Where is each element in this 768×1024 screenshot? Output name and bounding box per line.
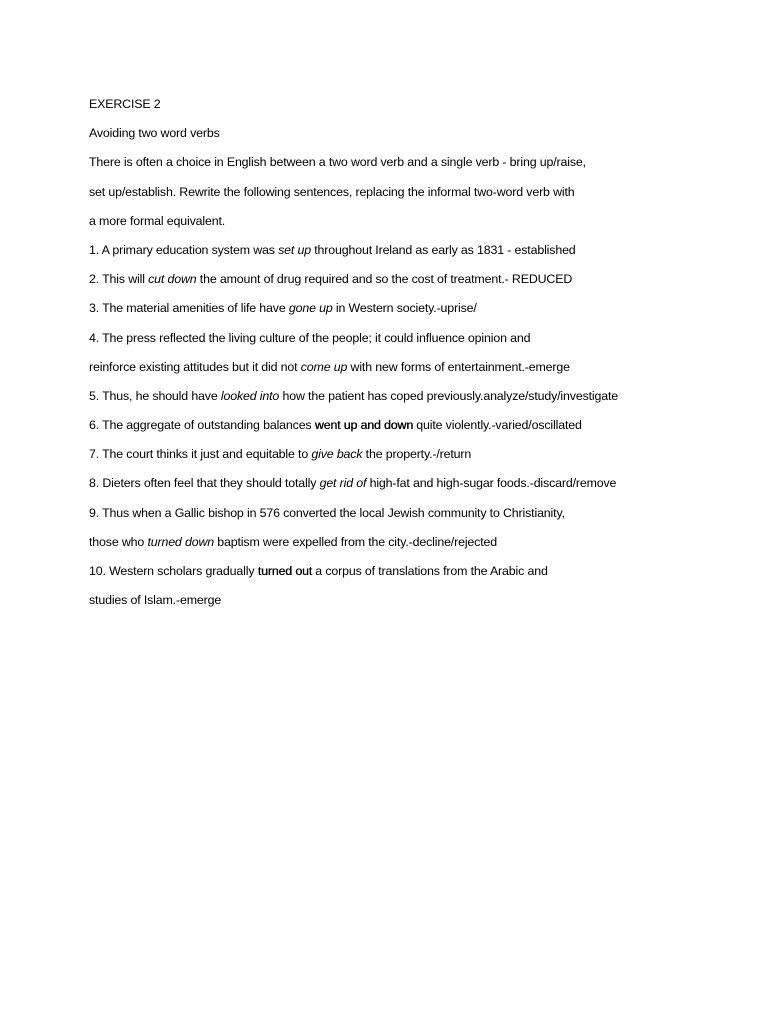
two-word-verb-italic: looked into (220, 388, 280, 403)
two-word-verb-italic: set up (278, 242, 311, 257)
sentence-text: the amount of drug required and so the cost of treatment.- REDUCED (196, 272, 573, 287)
exercise-item (89, 382, 729, 411)
two-word-verb-italic: cut down (148, 272, 197, 287)
exercise-item-line (89, 382, 729, 411)
sentence-text: 8. Dieters often feel that they should totally (89, 476, 320, 491)
sentence-text: 5. Thus, he should have (89, 388, 221, 403)
exercise-item-line (89, 528, 729, 557)
document-page (89, 90, 729, 615)
sentence-text: 10. Western scholars gradually (89, 564, 258, 578)
two-word-verb-italic: get rid of (319, 476, 367, 491)
sentence-text: 3. The material amenities of life have (89, 301, 289, 316)
two-word-verb-italic: gone up (288, 301, 333, 316)
exercise-item-line (89, 353, 729, 382)
exercise-item (89, 411, 729, 440)
sentence-text: in Western society.-uprise/ (332, 301, 477, 316)
instruction-line: a more formal equivalent. (89, 213, 226, 228)
sentence-text: throughout Ireland as early as 1831 - established (310, 242, 576, 257)
sentence-text: 2. This will (89, 272, 149, 287)
sentence-text: studies of Islam.-emerge (89, 593, 222, 608)
exercise-items (89, 236, 729, 615)
exercise-item (89, 469, 729, 498)
exercise-subheading: Avoiding two word verbs (89, 126, 220, 141)
exercise-item-line (89, 499, 729, 528)
sentence-text: a corpus of translations from the Arabic and (312, 564, 548, 578)
sentence-text: how the patient has coped previously.analyze/study/investigate (279, 388, 619, 403)
sentence-text: reinforce existing attitudes but it did not (89, 359, 301, 374)
exercise-item-line (89, 265, 729, 294)
exercise-item-line (89, 469, 729, 498)
two-word-verb-italic: give back (311, 447, 363, 462)
exercise-item-line (89, 411, 729, 440)
exercise-item (89, 557, 729, 615)
exercise-item (89, 324, 729, 382)
exercise-item-line (89, 294, 729, 323)
exercise-item-line (89, 440, 729, 469)
exercise-heading: EXERCISE 2 (89, 97, 161, 111)
exercise-item (89, 236, 729, 265)
two-word-verb-italic: come up (300, 359, 348, 374)
exercise-item (89, 499, 729, 557)
exercise-item-line (89, 324, 729, 353)
exercise-item (89, 294, 729, 323)
sentence-text: 7. The court thinks it just and equitable to (89, 447, 312, 462)
two-word-verb-bold: went up and down (314, 418, 413, 433)
sentence-text: 9. Thus when a Gallic bishop in 576 converted the local Jewish community to Christianity, (89, 505, 565, 520)
two-word-verb-bold: turned out (257, 564, 312, 578)
sentence-text: those who (89, 534, 148, 549)
exercise-item-line (89, 586, 729, 615)
exercise-item-line (89, 236, 729, 265)
sentence-text: 4. The press reflected the living culture of the people; it could influence opinion and (89, 330, 531, 345)
exercise-item-line (89, 557, 729, 586)
exercise-item (89, 265, 729, 294)
sentence-text: 6. The aggregate of outstanding balances (89, 418, 315, 433)
sentence-text: high-fat and high-sugar foods.-discard/remove (366, 476, 617, 491)
sentence-text: quite violently.-varied/oscillated (412, 418, 582, 433)
exercise-item (89, 440, 729, 469)
instruction-line: set up/establish. Rewrite the following sentences, replacing the informal two-word verb with (89, 184, 575, 199)
instruction-line: There is often a choice in English between a two word verb and a single verb - bring up/raise, (89, 155, 586, 170)
sentence-text: baptism were expelled from the city.-decline/rejected (214, 534, 497, 549)
sentence-text: the property.-/return (362, 447, 472, 462)
sentence-text: with new forms of entertainment.-emerge (347, 359, 570, 374)
sentence-text: 1. A primary education system was (89, 242, 279, 257)
two-word-verb-italic: turned down (147, 534, 214, 549)
